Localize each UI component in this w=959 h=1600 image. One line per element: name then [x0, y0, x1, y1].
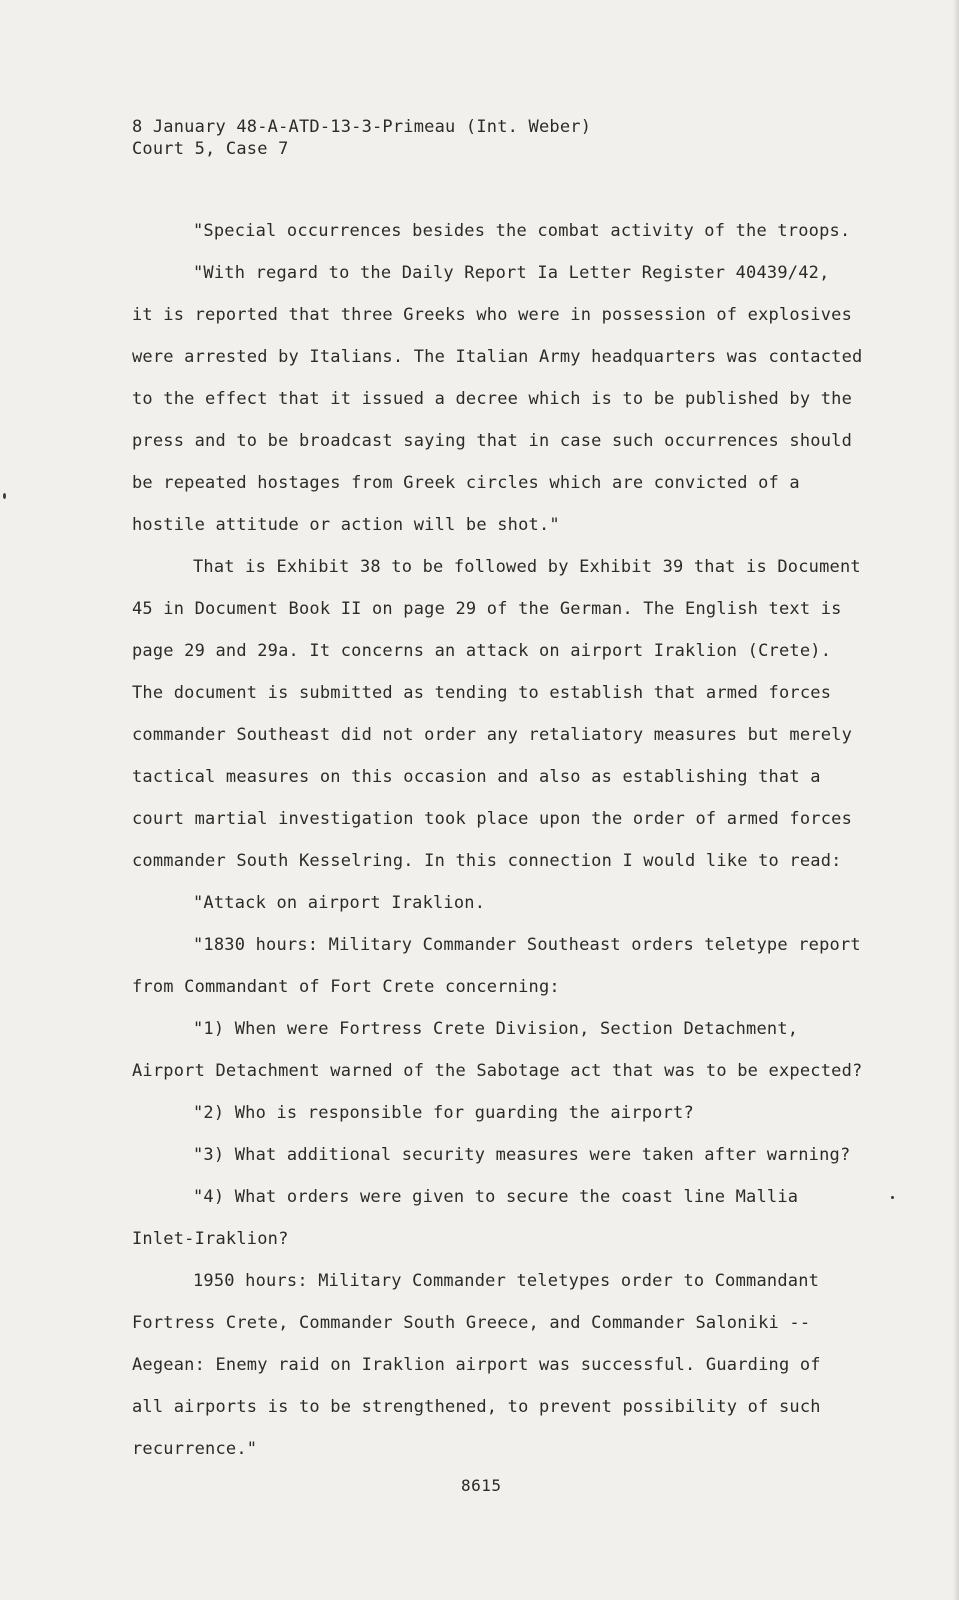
- body-line: press and to be broadcast saying that in case such occurrences should: [132, 431, 853, 451]
- body-line: "2) Who is responsible for guarding the airport?: [193, 1103, 694, 1123]
- body-line: 45 in Document Book II on page 29 of the German. The English text is: [132, 599, 842, 619]
- header-line-2: Court 5, Case 7: [132, 139, 289, 159]
- body-line: "With regard to the Daily Report Ia Letter Register 40439/42,: [193, 263, 830, 283]
- body-line: Inlet-Iraklion?: [132, 1229, 289, 1249]
- body-line: Airport Detachment warned of the Sabotage act that was to be expected?: [132, 1061, 863, 1081]
- margin-speck: [3, 493, 6, 499]
- header-line-1: 8 January 48-A-ATD-13-3-Primeau (Int. Weber): [132, 117, 592, 137]
- body-line: commander Southeast did not order any retaliatory measures but merely: [132, 725, 853, 745]
- body-line: page 29 and 29a. It concerns an attack on airport Iraklion (Crete).: [132, 641, 832, 661]
- body-line: "4) What orders were given to secure the coast line Mallia: [193, 1187, 799, 1207]
- body-line: Fortress Crete, Commander South Greece, and Commander Saloniki --: [132, 1313, 811, 1333]
- body-line: court martial investigation took place upon the order of armed forces: [132, 809, 853, 829]
- body-line: commander South Kesselring. In this connection I would like to read:: [132, 851, 842, 871]
- body-line: The document is submitted as tending to establish that armed forces: [132, 683, 832, 703]
- body-line: tactical measures on this occasion and also as establishing that a: [132, 767, 821, 787]
- body-line: hostile attitude or action will be shot.": [132, 515, 560, 535]
- body-line: "Attack on airport Iraklion.: [193, 893, 486, 913]
- body-line: be repeated hostages from Greek circles which are convicted of a: [132, 473, 800, 493]
- page-number: 8615: [461, 1476, 502, 1495]
- body-line: "1830 hours: Military Commander Southeast orders teletype report: [193, 935, 861, 955]
- body-line: it is reported that three Greeks who were in possession of explosives: [132, 305, 853, 325]
- body-line: all airports is to be strengthened, to prevent possibility of such: [132, 1397, 821, 1417]
- body-line: to the effect that it issued a decree which is to be published by the: [132, 389, 853, 409]
- page-edge-shadow: [953, 0, 959, 1600]
- body-line: "1) When were Fortress Crete Division, Section Detachment,: [193, 1019, 799, 1039]
- body-line: were arrested by Italians. The Italian Army headquarters was contacted: [132, 347, 863, 367]
- body-line: recurrence.": [132, 1439, 258, 1459]
- body-line: That is Exhibit 38 to be followed by Exhibit 39 that is Document: [193, 557, 861, 577]
- body-line: "3) What additional security measures were taken after warning?: [193, 1145, 851, 1165]
- body-line: from Commandant of Fort Crete concerning:: [132, 977, 560, 997]
- body-line: 1950 hours: Military Commander teletypes order to Commandant: [193, 1271, 820, 1291]
- body-line: "Special occurrences besides the combat activity of the troops.: [193, 221, 851, 241]
- body-line: Aegean: Enemy raid on Iraklion airport was successful. Guarding of: [132, 1355, 821, 1375]
- margin-speck: [891, 1196, 894, 1199]
